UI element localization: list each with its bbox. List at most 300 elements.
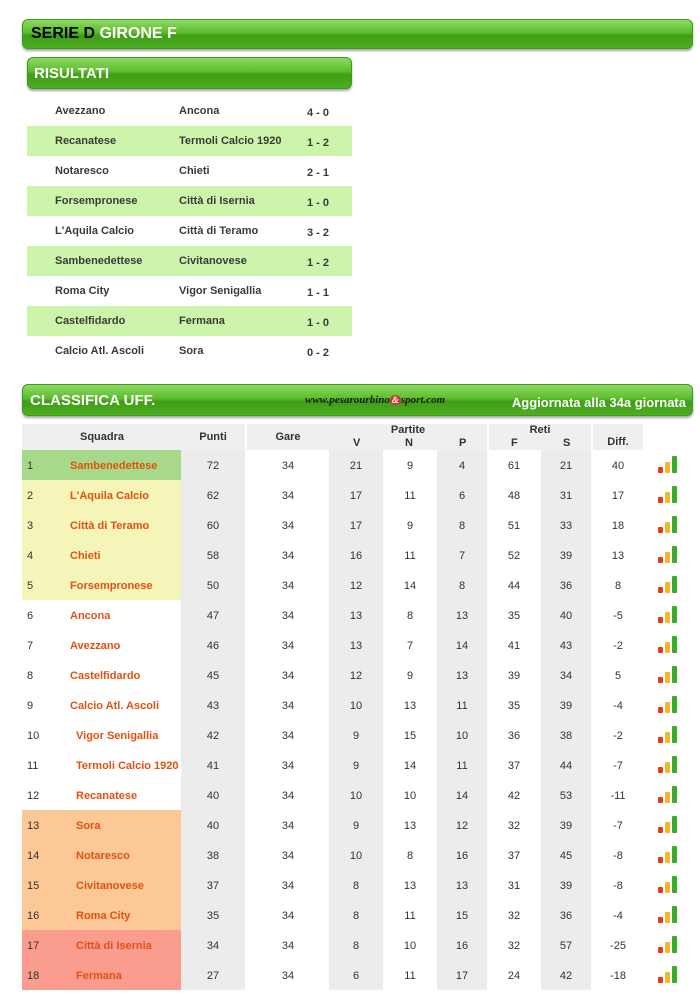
losses: 8 — [458, 520, 466, 532]
team-name[interactable]: Fermana — [76, 970, 122, 982]
wins: 9 — [352, 760, 360, 772]
games: 34 — [281, 550, 295, 562]
stats-bars-icon[interactable] — [658, 456, 678, 473]
draws-cell — [385, 960, 435, 990]
goals-for-cell — [489, 930, 539, 960]
goal-difference-cell — [593, 570, 643, 600]
away-team: Termoli Calcio 1920 — [179, 135, 282, 147]
standings-row — [22, 720, 693, 750]
stats-bars-icon[interactable] — [658, 576, 678, 593]
stats-bars-icon[interactable] — [658, 786, 678, 803]
standings-row — [22, 450, 693, 480]
wins-cell — [329, 720, 383, 750]
losses: 13 — [455, 610, 469, 622]
points: 38 — [206, 850, 220, 862]
header-punti-label: Punti — [199, 431, 227, 443]
games: 34 — [281, 670, 295, 682]
losses-cell — [437, 930, 487, 960]
losses-cell — [437, 450, 487, 480]
goals-for-cell — [489, 570, 539, 600]
logo-amp: & — [391, 395, 399, 405]
wins-cell — [329, 870, 383, 900]
losses: 11 — [456, 700, 468, 712]
games-cell — [247, 660, 329, 690]
standings-row — [22, 690, 693, 720]
draws: 14 — [403, 760, 417, 772]
position-cell — [22, 510, 70, 540]
draws-cell — [385, 840, 435, 870]
goals-against: 38 — [559, 730, 573, 742]
wins-cell — [329, 840, 383, 870]
stats-bars-icon[interactable] — [658, 906, 678, 923]
results-title-bar — [27, 57, 352, 89]
team-name[interactable]: Civitanovese — [76, 880, 144, 892]
games-cell — [247, 570, 329, 600]
team-name[interactable]: Calcio Atl. Ascoli — [70, 700, 160, 712]
goal-difference-cell — [593, 720, 643, 750]
points: 37 — [206, 880, 220, 892]
goals-against-cell — [541, 450, 591, 480]
team-name-cell — [70, 690, 181, 720]
draws: 13 — [403, 820, 417, 832]
wins-cell — [329, 810, 383, 840]
home-team: Roma City — [55, 285, 110, 297]
points-cell — [181, 600, 245, 630]
wins-cell — [329, 600, 383, 630]
standings-row — [22, 540, 693, 570]
points: 43 — [206, 700, 220, 712]
losses-cell — [437, 690, 487, 720]
goal-difference: -4 — [613, 700, 623, 712]
stats-cell — [649, 600, 685, 630]
goals-for-cell — [489, 600, 539, 630]
goal-difference: -8 — [613, 850, 623, 862]
goals-against-cell — [541, 630, 591, 660]
goal-difference-cell — [593, 510, 643, 540]
draws-cell — [385, 570, 435, 600]
goals-against-cell — [541, 780, 591, 810]
games-cell — [247, 900, 329, 930]
draws: 8 — [406, 850, 414, 862]
results-list — [27, 96, 352, 366]
stats-bars-icon[interactable] — [658, 846, 678, 863]
goals-against-cell — [541, 480, 591, 510]
match-score: 2 - 1 — [307, 167, 330, 179]
position: 5 — [27, 580, 34, 592]
goals-for-cell — [489, 960, 539, 990]
wins-cell — [329, 900, 383, 930]
goal-difference-cell — [593, 480, 643, 510]
header-p-label: P — [459, 437, 467, 449]
team-name[interactable]: Ancona — [70, 610, 111, 622]
losses-cell — [437, 900, 487, 930]
goals-for: 32 — [507, 940, 521, 952]
team-name[interactable]: Forsempronese — [70, 580, 153, 592]
goal-difference: -18 — [610, 970, 626, 982]
team-name[interactable]: Roma City — [76, 910, 131, 922]
header-diff — [593, 424, 643, 450]
goals-against: 44 — [559, 760, 573, 772]
draws-cell — [385, 480, 435, 510]
losses-cell — [437, 960, 487, 990]
stats-cell — [649, 660, 685, 690]
position-cell — [22, 900, 70, 930]
team-name[interactable]: Chieti — [70, 550, 101, 562]
goals-against: 53 — [559, 790, 573, 802]
standings-row — [22, 930, 693, 960]
goals-for: 32 — [507, 910, 521, 922]
stats-bars-icon[interactable] — [658, 726, 678, 743]
losses: 8 — [458, 580, 466, 592]
stats-cell — [649, 510, 685, 540]
logo-text-left: www.pesarourbino — [305, 394, 390, 406]
position: 12 — [27, 790, 40, 802]
goals-against-cell — [541, 810, 591, 840]
goals-against: 31 — [559, 490, 573, 502]
standings-title: CLASSIFICA UFF. — [30, 392, 156, 409]
goals-for: 41 — [507, 640, 521, 652]
position-cell — [22, 930, 70, 960]
goals-for-cell — [489, 450, 539, 480]
goals-against-cell — [541, 750, 591, 780]
stats-cell — [649, 450, 685, 480]
team-name-cell — [70, 840, 181, 870]
stats-bars-icon[interactable] — [658, 816, 678, 833]
standings-row — [22, 660, 693, 690]
team-name-cell — [70, 540, 181, 570]
games-cell — [247, 600, 329, 630]
stats-bars-icon[interactable] — [658, 696, 678, 713]
team-name[interactable]: Castelfidardo — [70, 670, 141, 682]
header-gare-label: Gare — [275, 431, 301, 443]
games: 34 — [281, 460, 295, 472]
team-name-cell — [70, 810, 181, 840]
header-gare — [247, 424, 329, 450]
position: 17 — [27, 940, 40, 952]
goals-against: 57 — [559, 940, 573, 952]
position: 8 — [27, 670, 34, 682]
stats-bars-icon[interactable] — [658, 966, 678, 983]
result-row — [27, 126, 352, 156]
points-cell — [181, 480, 245, 510]
games-cell — [247, 720, 329, 750]
goal-difference: -5 — [613, 610, 623, 622]
goal-difference: -11 — [610, 790, 626, 802]
home-team: Forsempronese — [55, 195, 138, 207]
losses-cell — [437, 810, 487, 840]
goals-against: 33 — [559, 520, 573, 532]
games: 34 — [281, 640, 295, 652]
position-cell — [22, 960, 70, 990]
home-team: Recanatese — [55, 135, 117, 147]
draws: 15 — [403, 730, 417, 742]
stats-bars-icon[interactable] — [658, 936, 678, 953]
goal-difference-cell — [593, 930, 643, 960]
wins-cell — [329, 510, 383, 540]
points: 40 — [206, 790, 220, 802]
goals-for-cell — [489, 660, 539, 690]
team-name[interactable]: Notaresco — [76, 850, 130, 862]
stats-cell — [649, 870, 685, 900]
goals-for: 51 — [507, 520, 521, 532]
standings-row — [22, 750, 693, 780]
position: 9 — [27, 700, 34, 712]
stats-cell — [649, 540, 685, 570]
games-cell — [247, 810, 329, 840]
goals-against-cell — [541, 510, 591, 540]
games-cell — [247, 840, 329, 870]
stats-bars-icon[interactable] — [658, 486, 678, 503]
goals-for: 32 — [507, 820, 521, 832]
losses-cell — [437, 720, 487, 750]
losses: 7 — [458, 550, 466, 562]
draws-cell — [385, 540, 435, 570]
wins-cell — [329, 630, 383, 660]
team-name-cell — [70, 720, 181, 750]
losses-cell — [437, 510, 487, 540]
team-name[interactable]: L'Aquila Calcio — [70, 490, 150, 502]
header-partite — [329, 424, 487, 450]
standings-row — [22, 840, 693, 870]
goal-difference: -7 — [613, 820, 623, 832]
stats-cell — [649, 930, 685, 960]
draws-cell — [385, 720, 435, 750]
standings-row — [22, 870, 693, 900]
header-n-label: N — [405, 437, 413, 449]
draws: 9 — [406, 460, 414, 472]
away-team: Chieti — [179, 165, 210, 177]
away-team: Sora — [179, 345, 204, 357]
draws: 10 — [403, 790, 417, 802]
result-row — [27, 336, 352, 366]
points-cell — [181, 630, 245, 660]
games-cell — [247, 630, 329, 660]
draws-cell — [385, 750, 435, 780]
updated-label: Aggiornata alla 34a giornata — [511, 395, 686, 410]
wins-cell — [329, 750, 383, 780]
goals-against-cell — [541, 960, 591, 990]
draws: 14 — [403, 580, 417, 592]
match-score: 4 - 0 — [307, 107, 330, 119]
away-team: Fermana — [179, 315, 225, 327]
losses: 10 — [455, 730, 469, 742]
goals-for-cell — [489, 840, 539, 870]
team-name-cell — [70, 570, 181, 600]
stats-bars-icon[interactable] — [658, 666, 678, 683]
goals-against: 36 — [559, 910, 573, 922]
position: 3 — [27, 520, 34, 532]
wins-cell — [329, 570, 383, 600]
result-row — [27, 276, 352, 306]
stats-bars-icon[interactable] — [658, 546, 678, 563]
points-cell — [181, 840, 245, 870]
position-cell — [22, 870, 70, 900]
goals-against: 39 — [559, 550, 573, 562]
losses: 11 — [456, 760, 468, 772]
goal-difference-cell — [593, 600, 643, 630]
goal-difference: -7 — [613, 760, 623, 772]
header-reti-label: Reti — [529, 424, 551, 436]
stats-bars-icon[interactable] — [658, 516, 678, 533]
header-squadra — [22, 424, 181, 450]
position-cell — [22, 840, 70, 870]
position: 6 — [27, 610, 34, 622]
points: 58 — [206, 550, 220, 562]
games-cell — [247, 930, 329, 960]
stats-cell — [649, 810, 685, 840]
points: 40 — [206, 820, 220, 832]
losses: 13 — [455, 670, 469, 682]
stats-cell — [649, 690, 685, 720]
stats-bars-icon[interactable] — [658, 636, 678, 653]
goals-for: 36 — [507, 730, 521, 742]
stats-bars-icon[interactable] — [658, 606, 678, 623]
team-name[interactable]: Sambenedettese — [70, 460, 158, 472]
logo-text-right: sport.com — [400, 394, 446, 406]
team-name[interactable]: Termoli Calcio 1920 — [76, 760, 179, 772]
goals-for: 39 — [507, 670, 521, 682]
losses: 4 — [458, 460, 466, 472]
points: 62 — [206, 490, 220, 502]
draws: 9 — [406, 670, 414, 682]
goal-difference-cell — [593, 540, 643, 570]
losses: 15 — [455, 910, 469, 922]
losses-cell — [437, 660, 487, 690]
goals-for-cell — [489, 510, 539, 540]
draws-cell — [385, 900, 435, 930]
points: 45 — [206, 670, 220, 682]
stats-cell — [649, 750, 685, 780]
goals-for: 42 — [507, 790, 521, 802]
wins: 9 — [352, 820, 360, 832]
draws: 9 — [406, 520, 414, 532]
games: 34 — [281, 610, 295, 622]
position-cell — [22, 480, 70, 510]
goals-for: 35 — [507, 610, 521, 622]
team-name-cell — [70, 870, 181, 900]
stats-cell — [649, 780, 685, 810]
stats-cell — [649, 840, 685, 870]
header-squadra-label: Squadra — [80, 431, 125, 443]
goals-against-cell — [541, 600, 591, 630]
header-punti — [181, 424, 245, 450]
goal-difference-cell — [593, 660, 643, 690]
team-name[interactable]: Recanatese — [76, 790, 138, 802]
match-score: 1 - 2 — [307, 257, 330, 269]
position-cell — [22, 540, 70, 570]
team-name-cell — [70, 900, 181, 930]
position: 18 — [27, 970, 40, 982]
draws-cell — [385, 600, 435, 630]
draws: 11 — [404, 550, 416, 562]
team-name[interactable]: Vigor Senigallia — [76, 730, 159, 742]
goals-against: 34 — [559, 670, 573, 682]
goals-for-cell — [489, 900, 539, 930]
goals-for: 35 — [507, 700, 521, 712]
losses-cell — [437, 780, 487, 810]
stats-bars-icon[interactable] — [658, 876, 678, 893]
goals-for: 37 — [507, 850, 521, 862]
points: 42 — [206, 730, 220, 742]
goal-difference: -25 — [610, 940, 626, 952]
stats-bars-icon[interactable] — [658, 756, 678, 773]
match-score: 3 - 2 — [307, 227, 330, 239]
standings-row — [22, 480, 693, 510]
goal-difference: 18 — [611, 520, 625, 532]
goals-for: 31 — [507, 880, 521, 892]
goals-for-cell — [489, 540, 539, 570]
points: 50 — [206, 580, 220, 592]
goals-for-cell — [489, 690, 539, 720]
goal-difference-cell — [593, 840, 643, 870]
standings-row — [22, 510, 693, 540]
team-name-cell — [70, 600, 181, 630]
position: 4 — [27, 550, 34, 562]
goal-difference-cell — [593, 900, 643, 930]
losses-cell — [437, 570, 487, 600]
games: 34 — [281, 760, 295, 772]
games: 34 — [281, 580, 295, 592]
games: 34 — [281, 880, 295, 892]
position: 7 — [27, 640, 34, 652]
draws: 11 — [404, 910, 416, 922]
away-team: Vigor Senigallia — [179, 285, 262, 297]
games: 34 — [281, 490, 295, 502]
goals-for-cell — [489, 810, 539, 840]
stats-cell — [649, 630, 685, 660]
goals-against: 43 — [559, 640, 573, 652]
goals-against-cell — [541, 660, 591, 690]
points-cell — [181, 900, 245, 930]
goals-for-cell — [489, 720, 539, 750]
points: 35 — [206, 910, 220, 922]
draws-cell — [385, 810, 435, 840]
team-name-cell — [70, 660, 181, 690]
standings-row — [22, 900, 693, 930]
wins-cell — [329, 540, 383, 570]
draws-cell — [385, 450, 435, 480]
result-row — [27, 186, 352, 216]
result-row — [27, 156, 352, 186]
home-team: L'Aquila Calcio — [55, 225, 135, 237]
wins: 9 — [352, 730, 360, 742]
stats-cell — [649, 480, 685, 510]
goals-for-cell — [489, 780, 539, 810]
standings-row — [22, 780, 693, 810]
wins: 13 — [349, 640, 363, 652]
draws: 13 — [403, 880, 417, 892]
goal-difference: 40 — [611, 460, 625, 472]
header-v-label: V — [353, 437, 361, 449]
draws-cell — [385, 510, 435, 540]
stats-cell — [649, 960, 685, 990]
wins: 10 — [349, 700, 363, 712]
league-title-bar — [22, 19, 693, 49]
sponsor-logo[interactable] — [305, 394, 445, 406]
result-row — [27, 246, 352, 276]
home-team: Calcio Atl. Ascoli — [55, 345, 145, 357]
match-score: 1 - 2 — [307, 137, 330, 149]
team-name[interactable]: Città di Isernia — [76, 940, 152, 952]
team-name[interactable]: Sora — [76, 820, 101, 832]
team-name[interactable]: Avezzano — [70, 640, 121, 652]
wins: 6 — [352, 970, 360, 982]
losses-cell — [437, 750, 487, 780]
wins-cell — [329, 960, 383, 990]
team-name[interactable]: Città di Teramo — [70, 520, 150, 532]
wins: 10 — [349, 790, 363, 802]
goals-for: 24 — [507, 970, 521, 982]
